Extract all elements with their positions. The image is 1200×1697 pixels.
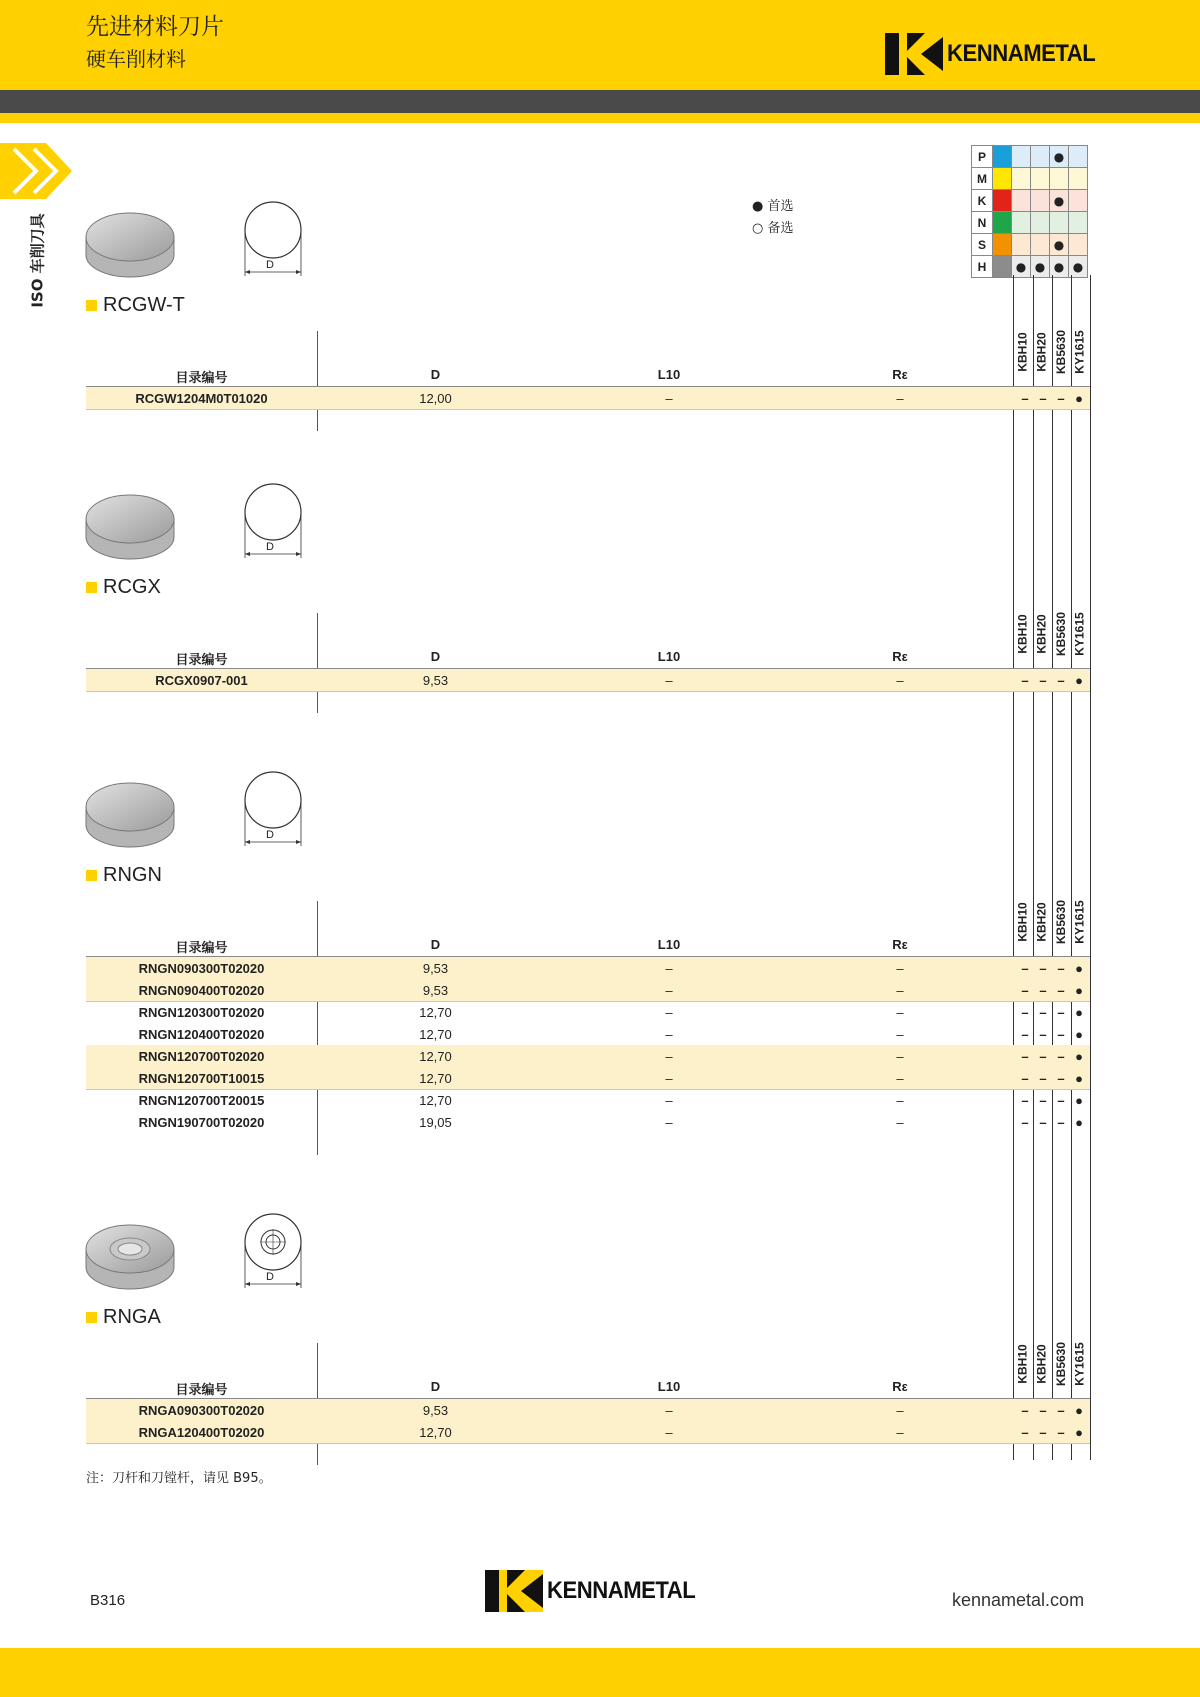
column-header-d: D [430,649,441,664]
brand-name: KENNAMETAL [947,40,1096,67]
table-row[interactable] [86,1421,1090,1444]
iso-label: P [972,146,993,168]
grade-availability: – [1021,1026,1029,1042]
grade-header [1071,885,1089,955]
grade-availability: – [1057,672,1065,688]
bullet-square-icon [86,870,97,881]
header-dark-band [0,90,1200,113]
product-code: RNGN120300T02020 [138,1004,265,1020]
grade-availability: – [1021,1114,1029,1130]
column-header-code: 目录编号 [175,940,228,955]
page-subtitle: 硬车削材料 [86,47,186,71]
radius-value: – [896,1424,904,1440]
insert-3d-icon [84,1215,176,1295]
iso-row-p [972,146,1088,168]
iso-grade-mark [1012,168,1031,190]
diameter-value: 9,53 [422,1402,449,1418]
iso-grade-mark [1069,190,1088,212]
iso-grade-mark [1069,212,1088,234]
column-header-l10: L10 [657,1379,681,1394]
iso-grade-mark [1012,146,1031,168]
iso-label: M [972,168,993,190]
footer-bar [0,1648,1200,1697]
website-link[interactable]: kennametal.com [952,1590,1085,1610]
side-tab-label: ISO 车削刀具 [28,212,47,308]
column-header-l10: L10 [657,367,681,382]
product-code: RCGW1204M0T01020 [135,390,268,406]
grade-availability: – [1021,982,1029,998]
table-row[interactable] [86,387,1090,410]
column-header-re: Rε [892,649,908,664]
l10-value: – [665,672,673,688]
iso-grade-mark [1031,146,1050,168]
column-header-code: 目录编号 [175,652,228,667]
grade-header-label: KB5630 [1054,329,1068,375]
grade-availability: ● [1075,1048,1083,1064]
iso-row-k [972,190,1088,212]
grade-availability: – [1057,960,1065,976]
column-header-d: D [430,937,441,952]
l10-value: – [665,1402,673,1418]
column-header-l10: L10 [657,649,681,664]
grade-availability: – [1057,1114,1065,1130]
diameter-value: 12,70 [419,1026,452,1042]
grade-column-rule [1090,275,1091,1460]
grade-header [1014,315,1032,385]
grade-availability: ● [1075,1402,1083,1418]
grade-header [1014,885,1032,955]
iso-grade-mark: ● [1050,190,1069,212]
diameter-value: 12,70 [419,1048,452,1064]
iso-label: S [972,234,993,256]
grade-header-label: KBH10 [1016,332,1031,372]
table-row[interactable] [86,1111,1090,1133]
table-row[interactable] [86,1045,1090,1068]
iso-grade-mark [1069,146,1088,168]
iso-grade-mark [1031,168,1050,190]
iso-grade-mark: ● [1050,146,1069,168]
diameter-value: 12,70 [419,1004,452,1020]
radius-value: – [896,1114,904,1130]
radius-value: – [896,1402,904,1418]
grade-header-label: KY1615 [1073,900,1087,944]
l10-value: – [665,1026,673,1042]
dimension-label: D [266,541,274,553]
grade-header-label: KBH20 [1035,902,1050,942]
iso-label: N [972,212,993,234]
product-code: RCGX0907-001 [155,672,248,688]
iso-grade-mark [1050,212,1069,234]
section-title [86,294,185,317]
radius-value: – [896,1004,904,1020]
grade-column-rule [1033,275,1034,1460]
grade-header [1033,1327,1051,1397]
grade-availability: ● [1075,960,1083,976]
header-yellow-strip [0,113,1200,123]
iso-grade-mark [1031,234,1050,256]
grade-availability: – [1039,1114,1047,1130]
column-header-l10: L10 [657,937,681,952]
section-title-text: RCGX [103,576,161,598]
column-header-code: 目录编号 [175,370,228,385]
grade-availability: – [1021,390,1029,406]
brand-logo[interactable] [885,33,1108,75]
iso-grade-mark: ● [1050,234,1069,256]
grade-availability: – [1021,1004,1029,1020]
bullet-square-icon [86,300,97,311]
grade-header-label: KY1615 [1073,612,1087,656]
footer-brand-name: KENNAMETAL [547,1577,696,1604]
grade-availability: – [1039,1004,1047,1020]
table-row[interactable] [86,1089,1090,1111]
footer-brand-logo[interactable] [485,1570,708,1612]
bullet-square-icon [86,1312,97,1323]
grade-availability: ● [1075,1026,1083,1042]
product-code: RNGN120700T10015 [138,1070,265,1086]
grade-availability: – [1039,1070,1047,1086]
product-code: RNGN120700T20015 [138,1092,265,1108]
dimension-label: D [266,1271,274,1283]
grade-availability: ● [1075,1070,1083,1086]
l10-value: – [665,1048,673,1064]
grade-availability: – [1039,1048,1047,1064]
radius-value: – [896,672,904,688]
grade-availability: – [1057,1070,1065,1086]
insert-3d-icon [84,485,176,565]
grade-header [1014,1327,1032,1397]
iso-grade-mark [1050,168,1069,190]
grade-header-label: KBH10 [1016,902,1031,942]
iso-row-s [972,234,1088,256]
table-row[interactable] [86,957,1090,980]
iso-grade-mark: ● [1031,256,1050,278]
side-tab [12,190,62,330]
product-code: RNGA120400T02020 [138,1424,265,1440]
grade-header-label: KB5630 [1054,899,1068,945]
l10-value: – [665,1114,673,1130]
section-title-text: RNGN [103,864,162,886]
grade-header-label: KBH20 [1035,614,1050,654]
grade-column-rule [1052,275,1053,1460]
column-header-re: Rε [892,367,908,382]
iso-grade-mark [1069,168,1088,190]
section-title [86,576,161,599]
l10-value: – [665,1092,673,1108]
iso-color-swatch [993,168,1012,190]
iso-grade-mark: ● [1069,256,1088,278]
diameter-value: 9,53 [422,960,449,976]
grade-availability: – [1039,1092,1047,1108]
l10-value: – [665,960,673,976]
grade-availability: ● [1075,1114,1083,1130]
diameter-value: 9,53 [422,982,449,998]
product-code: RNGN120400T02020 [138,1026,265,1042]
kennametal-logo-icon [885,33,943,75]
l10-value: – [665,1004,673,1020]
l10-value: – [665,390,673,406]
grade-header [1033,315,1051,385]
grade-header [1071,315,1089,385]
grade-header [1052,315,1070,385]
grade-availability: – [1021,1048,1029,1064]
section-title-text: RCGW-T [103,294,185,316]
iso-grade-mark [1012,234,1031,256]
insert-3d-icon [84,203,176,283]
iso-label: H [972,256,993,278]
iso-grade-mark [1012,212,1031,234]
kennametal-logo-icon [485,1570,543,1612]
column-header-d: D [430,1379,441,1394]
radius-value: – [896,982,904,998]
grade-availability: – [1039,390,1047,406]
grade-header [1014,597,1032,667]
grade-header [1052,1327,1070,1397]
iso-label: K [972,190,993,212]
product-code: RNGN120700T02020 [138,1048,265,1064]
product-code: RNGN090300T02020 [138,960,265,976]
grade-header [1033,597,1051,667]
grade-header-label: KBH10 [1016,614,1031,654]
grade-header-label: KBH20 [1035,332,1050,372]
diameter-value: 9,53 [422,672,449,688]
grade-availability: ● [1075,390,1083,406]
iso-color-swatch [993,212,1012,234]
radius-value: – [896,1070,904,1086]
grade-availability: – [1057,1048,1065,1064]
column-header-re: Rε [892,937,908,952]
radius-value: – [896,1092,904,1108]
column-header-d: D [430,367,441,382]
grade-availability: ● [1075,1424,1083,1440]
grade-header [1071,597,1089,667]
iso-row-m [972,168,1088,190]
grade-availability: – [1057,1092,1065,1108]
radius-value: – [896,960,904,976]
grade-availability: – [1039,1402,1047,1418]
grade-header [1052,597,1070,667]
section-title [86,1306,161,1329]
grade-availability: – [1057,1424,1065,1440]
iso-material-grid [971,145,1088,278]
grade-availability: ● [1075,1004,1083,1020]
footnote: 注：刀杆和刀镗杆，请见 B95。 [86,1471,272,1486]
grade-availability: ● [1075,672,1083,688]
section-title-text: RNGA [103,1306,161,1328]
iso-grade-mark [1031,190,1050,212]
diameter-value: 12,00 [419,390,452,406]
grade-availability: – [1021,1092,1029,1108]
grade-availability: – [1039,1026,1047,1042]
table-row[interactable] [86,1067,1090,1090]
table-row[interactable] [86,979,1090,1002]
grade-header-label: KBH20 [1035,1344,1050,1384]
l10-value: – [665,1070,673,1086]
grade-header-label: KBH10 [1016,1344,1031,1384]
table-row[interactable] [86,1023,1090,1045]
grade-availability: – [1039,960,1047,976]
diameter-value: 12,70 [419,1070,452,1086]
l10-value: – [665,982,673,998]
table-row[interactable] [86,669,1090,692]
column-header-code: 目录编号 [175,1382,228,1397]
bullet-square-icon [86,582,97,593]
grade-availability: – [1057,982,1065,998]
page-number: B316 [90,1592,126,1609]
iso-row-n [972,212,1088,234]
dimension-label: D [266,259,274,271]
grade-header [1033,885,1051,955]
grade-availability: – [1021,672,1029,688]
grade-availability: – [1021,1070,1029,1086]
grade-availability: – [1021,1424,1029,1440]
iso-grade-mark [1031,212,1050,234]
product-code: RNGN090400T02020 [138,982,265,998]
radius-value: – [896,1048,904,1064]
iso-color-swatch [993,146,1012,168]
grade-availability: – [1021,1402,1029,1418]
grade-availability: – [1039,982,1047,998]
grade-availability: ● [1075,982,1083,998]
dimension-label: D [266,829,274,841]
product-code: RNGA090300T02020 [138,1402,265,1418]
grade-header-label: KY1615 [1073,1342,1087,1386]
section-title [86,864,162,887]
page-title: 先进材料刀片 [86,14,224,40]
iso-color-swatch [993,234,1012,256]
grade-header-label: KB5630 [1054,611,1068,657]
grade-availability: – [1021,960,1029,976]
diameter-value: 12,70 [419,1092,452,1108]
grade-column-rule [1013,275,1014,1460]
table-row[interactable] [86,1001,1090,1023]
product-code: RNGN190700T02020 [138,1114,265,1130]
grade-column-rule [1071,275,1072,1460]
grade-header-label: KY1615 [1073,330,1087,374]
diameter-value: 19,05 [419,1114,452,1130]
diameter-value: 12,70 [419,1424,452,1440]
grade-availability: – [1039,1424,1047,1440]
column-header-re: Rε [892,1379,908,1394]
table-row[interactable] [86,1399,1090,1422]
l10-value: – [665,1424,673,1440]
grade-availability: – [1057,1004,1065,1020]
iso-grade-mark: ● [1012,256,1031,278]
iso-color-swatch [993,190,1012,212]
grade-header-label: KB5630 [1054,1341,1068,1387]
iso-grade-mark [1069,234,1088,256]
iso-grade-mark: ● [1050,256,1069,278]
grade-header [1052,885,1070,955]
grade-availability: – [1057,1402,1065,1418]
grade-availability: – [1057,1026,1065,1042]
iso-grade-mark [1012,190,1031,212]
iso-color-swatch [993,256,1012,278]
grade-availability: ● [1075,1092,1083,1108]
insert-3d-icon [84,773,176,853]
radius-value: – [896,390,904,406]
grade-availability: – [1057,390,1065,406]
grade-header [1071,1327,1089,1397]
radius-value: – [896,1026,904,1042]
legend-preferred: ● 首选 [752,199,794,214]
legend-alternative: ○ 备选 [752,221,794,236]
legend [752,196,793,240]
grade-availability: – [1039,672,1047,688]
